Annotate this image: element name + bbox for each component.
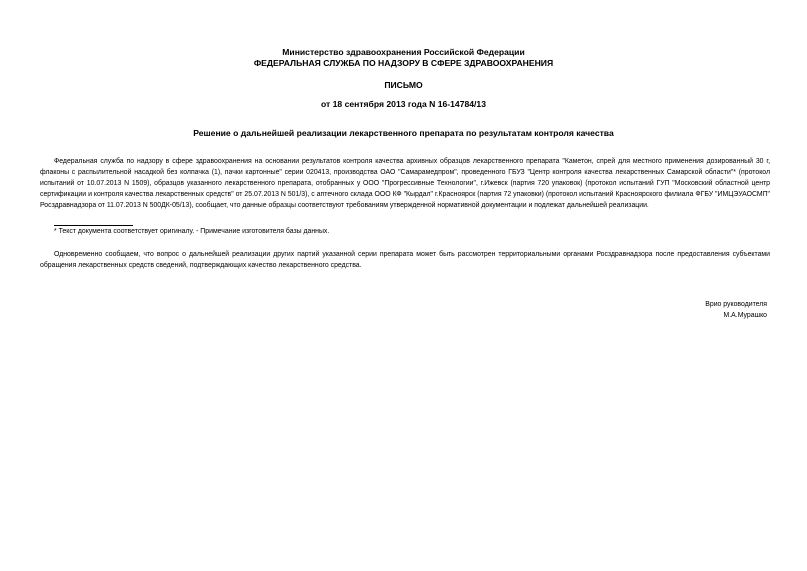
signatory-name: М.А.Мурашко bbox=[723, 312, 767, 319]
document-type: ПИСЬМО bbox=[384, 80, 423, 90]
service-name: ФЕДЕРАЛЬНАЯ СЛУЖБА ПО НАДЗОРУ В СФЕРЕ ЗДРАВООХРАНЕНИЯ bbox=[253, 58, 554, 68]
footnote-divider bbox=[54, 225, 133, 226]
body-paragraph-1: Федеральная служба по надзору в сфере здравоохранения на основании результатов контроля качества архивных образцов лекарственного препарата "Каметон, спрей для местного применения дозированный 30 г, флаконы с распылительной насадкой без колпачка (1), пачки картонные" серии 020413, производства ОАО "Самарамедпром", проведенного ГБУЗ "Центр контроля качества лекарственных Самарской области"* (протокол испытаний от 10.07.2013 N 1509), образцов указанного лекарственного препарата, отобранных у ООО "Прогрессивные Технологии", г.Ижевск (партия 720 упаковок) (протокол испытаний ГУП "Московский областной центр сертификации и контроля качества лекарственных средств" от 25.07.2013 N 501/3), с аптечного склада ООО КФ "Кырдал" г.Красноярск (партия 72 упаковки) (протокол испытаний Красноярского филиала ФГБУ "ИМЦЭУАОСМП" Росздравнадзора от 11.07.2013 N 500ДК-05/13), сообщает, что данные образцы соответствуют требованиям утвержденной нормативной документации и подлежат дальнейшей реализации. bbox=[40, 158, 770, 209]
signatory-position: Врио руководителя bbox=[705, 301, 767, 308]
body-paragraph-2: Одновременно сообщаем, что вопрос о дальнейшей реализации других партий указанной серии препарата может быть рассмотрен территориальными органами Росздравнадзора после предоставления субъектами обращения лекарственных средств сведений, подтверждающих качество лекарственного средства. bbox=[40, 251, 770, 269]
footnote-text: * Текст документа соответствует оригиналу. - Примечание изготовителя базы данных. bbox=[54, 228, 330, 235]
document-title: Решение о дальнейшей реализации лекарственного препарата по результатам контроля качества bbox=[193, 128, 614, 138]
ministry-name: Министерство здравоохранения Российской Федерации bbox=[282, 47, 525, 57]
document-date-number: от 18 сентября 2013 года N 16-14784/13 bbox=[321, 99, 486, 109]
